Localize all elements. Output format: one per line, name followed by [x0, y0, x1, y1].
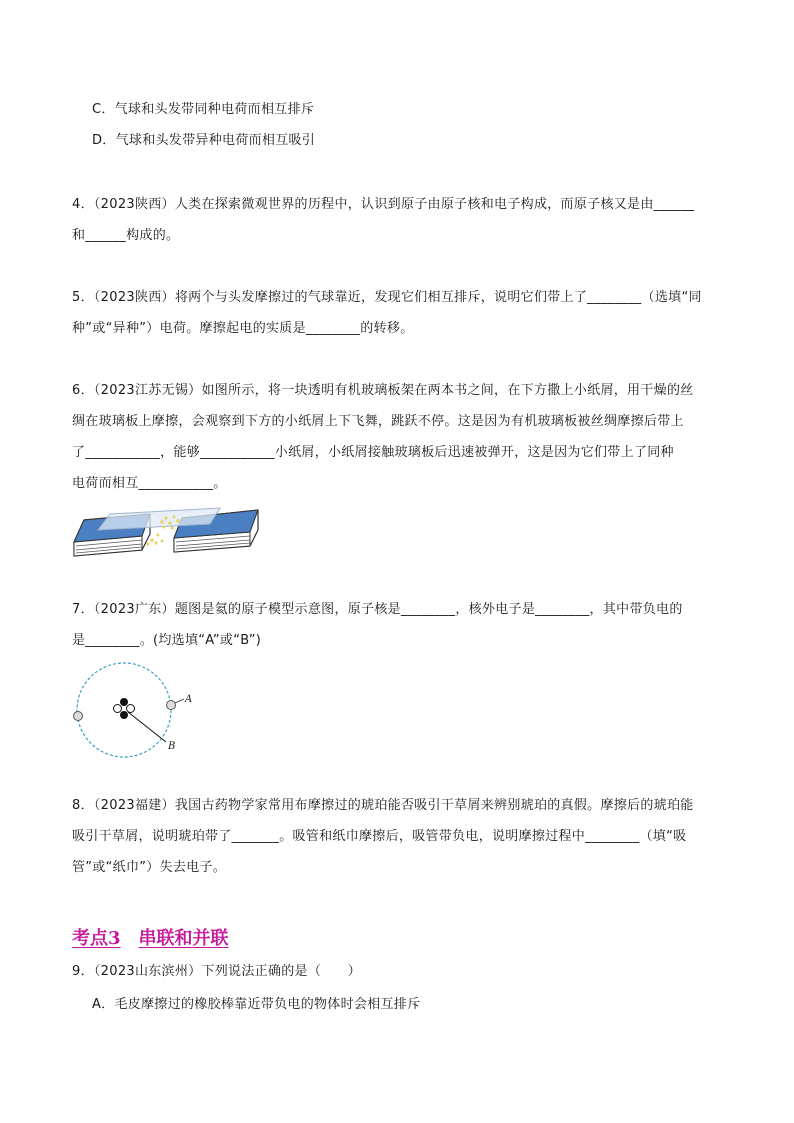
q5-line-2: 种”或“异种”）电荷。摩擦起电的实质是________的转移。 — [72, 321, 414, 336]
q7-line-2: 是________。(均选填“A”或“B”) — [72, 633, 262, 648]
label-a: A — [185, 694, 193, 705]
q6-line-2: 绸在玻璃板上摩擦，会观察到下方的小纸屑上下飞舞，跳跃不停。这是因为有机玻璃板被丝绸摩擦后带上 — [72, 414, 684, 429]
helium-atom-model-figure — [70, 654, 210, 764]
q8-line-3: 管”或“纸巾”）失去电子。 — [72, 860, 227, 875]
q6-line-4: 电荷而相互___________。 — [72, 476, 227, 491]
q8-line-1: 8．（2023福建）我国古药物学家常用布摩擦过的琥珀能否吸引干草屑来辨别琥珀的真假。摩擦后的琥珀能 — [72, 798, 694, 813]
q3-option-c: C．气球和头发带同种电荷而相互排斥 — [92, 102, 315, 117]
q6-line-1: 6．（2023江苏无锡）如图所示，将一块透明有机玻璃板架在两本书之间，在下方撒上小纸屑，用干燥的丝 — [72, 383, 694, 398]
nucleus — [114, 698, 135, 719]
label-b: B — [168, 741, 176, 752]
q8-line-2: 吸引干草屑，说明琥珀带了_______。吸管和纸巾摩擦后，吸管带负电，说明摩擦过程中________（填“吸 — [72, 829, 687, 844]
section-heading — [72, 924, 229, 950]
q4-line-2: 和______构成的。 — [72, 228, 180, 243]
section-label: 考点3 — [72, 928, 121, 949]
books-glass-plate-figure — [70, 500, 270, 560]
q4-line-1: 4．（2023陕西）人类在探索微观世界的历程中，认识到原子由原子核和电子构成，而原子核又是由______ — [72, 197, 695, 212]
q5-line-1: 5．（2023陕西）将两个与头发摩擦过的气球靠近，发现它们相互排斥，说明它们带上了________（选填“同 — [72, 290, 702, 305]
q7-line-1: 7．（2023广东）题图是氦的原子模型示意图，原子核是________，核外电子是________，其中带负电的 — [72, 602, 683, 617]
electron-orbit — [77, 663, 171, 757]
electron-left — [74, 712, 83, 721]
section-title: 串联和并联 — [138, 928, 229, 949]
q6-line-3: 了___________，能够___________小纸屑，小纸屑接触玻璃板后迅速被弹开，这是因为它们带上了同种 — [72, 445, 674, 460]
q3-option-d: D．气球和头发带异种电荷而相互吸引 — [92, 133, 316, 148]
electron-a — [167, 701, 176, 710]
q9-stem: 9．（2023山东滨州）下列说法正确的是（ ） — [72, 964, 362, 979]
q9-option-a: A．毛皮摩擦过的橡胶棒靠近带负电的物体时会相互排斥 — [92, 997, 421, 1012]
